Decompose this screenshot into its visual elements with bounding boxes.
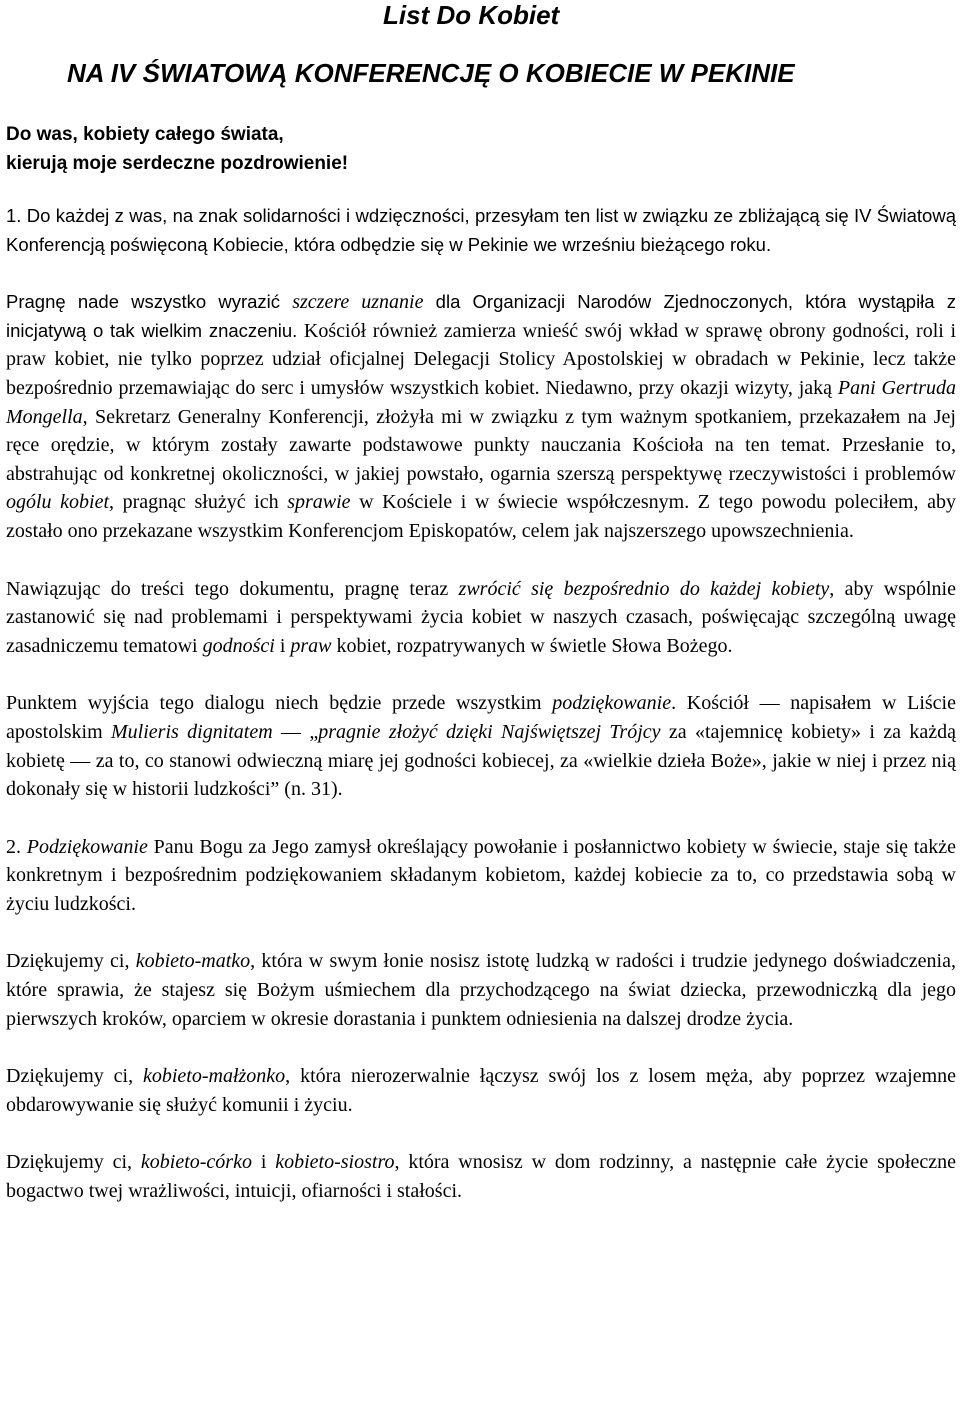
paragraph-3-text: Nawiązując do treści tego dokumentu, pragnę teraz: [6, 577, 459, 600]
paragraph-3: [6, 575, 956, 661]
paragraph-1-text: 1. Do każdej z was, na znak solidarności i wdzięczności, przesyłam ten list w związku ze zbliżającą się IV Światową Konferencją poświęconą Kobiecie, która odbędzie się w Pekinie we wrześniu bieżącego roku.: [6, 205, 956, 255]
paragraph-7-text: Dziękujemy ci,: [6, 1065, 143, 1088]
emphasis: Pani Gertruda Mongella: [6, 376, 956, 428]
paragraph-6-text: , która w swym łonie nosisz istotę ludzką w radości i trudzie jedynego doświadczenia, które sprawia, że stajesz się Bożym uśmiechem dla przychodzącego na świat dziecka, przewodniczką dla jego pierwszych kroków, oparciem w okresie dorastania i punktem odniesienia na dalszej drodze życia.: [6, 950, 956, 1030]
paragraph-3-text: , aby wspólnie zastanowić się nad problemami i perspektywami życia kobiet w naszych czasach, poświęcając szczególną uwagę zasadniczemu tematowi: [6, 577, 956, 657]
emphasis: praw: [290, 634, 332, 657]
emphasis: zwrócić się bezpośrednio do każdej kobiety: [458, 577, 830, 600]
emphasis: godności: [202, 634, 275, 657]
paragraph-5: [6, 833, 956, 919]
emphasis: pragnie złożyć dzięki Najświętszej Trójcy: [318, 720, 661, 743]
greeting: [6, 120, 348, 178]
paragraph-7: [6, 1062, 956, 1119]
paragraph-1: [6, 202, 956, 259]
paragraph-5-text: Panu Bogu za Jego zamysł określający powołanie i posłannictwo kobiety w świecie, staje się także konkretnym i bezpośrednim podziękowaniem składanym kobietom, każdej kobiecie za to, co przedstawia sobą w życiu ludzkości.: [6, 835, 956, 915]
paragraph-3-text: kobiet, rozpatrywanych w świetle Słowa Bożego.: [331, 634, 733, 657]
emphasis: kobieto-małżonko: [142, 1065, 286, 1088]
paragraph-3-text: i: [274, 634, 291, 657]
emphasis: Podziękowanie: [26, 835, 148, 858]
paragraph-4-text: Punktem wyjścia tego dialogu niech będzie przede wszystkim: [6, 692, 553, 715]
paragraph-7-text: , która nierozerwalnie łączysz swój los z losem męża, aby poprzez wzajemne obdarowywanie się służyć komunii i życiu.: [6, 1065, 957, 1116]
paragraph-8: [6, 1148, 956, 1205]
greeting-line-1: Do was, kobiety całego świata,: [6, 124, 284, 145]
paragraph-2: [6, 288, 956, 545]
paragraph-2-text: , pragnąc służyć ich: [109, 491, 288, 514]
paragraph-2-text: Kościół również zamierza wnieść swój wkład w sprawę obrony godności, roli i praw kobiet, nie tylko poprzez udział oficjalnej Delegacji Stolicy Apostolskiej w obradach w Pekinie, lecz także bezpośrednio przemawiając do serc i umysłów wszystkich kobiet. Niedawno, przy okazji wizyty, jaką: [6, 319, 957, 399]
emphasis: kobieto-matko: [135, 950, 251, 973]
paragraph-2-text: w Kościele i w świecie współczesnym. Z tego powodu poleciłem, aby zostało ono przekazane wszystkim Konferencjom Episkopatów, celem jak najszerszego upowszechnienia.: [6, 491, 956, 542]
paragraph-4-text: — „: [272, 720, 319, 743]
paragraph-4-text: za «tajemnicę kobiety» i za każdą kobietę — za to, co stanowi odwieczną miarę jej godności kobiecej, za «wielkie dzieła Boże», jakie w niej i przez nią dokonały się w historii ludzkości” (n. 31).: [6, 720, 956, 801]
paragraph-2-text: Pragnę nade wszystko wyrazić: [6, 291, 293, 313]
emphasis: sprawie: [287, 491, 351, 514]
emphasis: Mulieris dignitatem: [111, 720, 273, 743]
paragraph-8-text: , która wnosisz w dom rodzinny, a następnie całe życie społeczne bogactwo twej wrażliwości, intuicji, ofiarności i stałości.: [6, 1151, 956, 1203]
paragraph-8-text: Dziękujemy ci,: [6, 1151, 141, 1174]
emphasis: kobieto-siostro: [275, 1151, 395, 1174]
document-body: [6, 202, 956, 1235]
paragraph-4: [6, 689, 956, 803]
emphasis: kobieto-córko: [140, 1151, 252, 1174]
paragraph-5-text: 2.: [6, 835, 27, 858]
document-title: List Do Kobiet: [383, 0, 560, 30]
paragraph-2-text: dla Organizacji Narodów Zjednoczonych, która wystąpiła z inicjatywą o tak wielkim znaczeniu.: [6, 291, 956, 341]
document-subtitle: NA IV ŚWIATOWĄ KONFERENCJĘ O KOBIECIE W PEKINIE: [67, 58, 795, 88]
greeting-line-2: kierują moje serdeczne pozdrowienie!: [6, 153, 349, 174]
emphasis: podziękowanie: [552, 692, 672, 715]
paragraph-2-text: , Sekretarz Generalny Konferencji, złożyła mi w związku z tym ważnym spotkaniem, przekazałem na Jej ręce orędzie, w którym zostały zawarte podstawowe punkty nauczania Kościoła na ten temat. Przesłanie to, abstrahując od konkretnej okoliczności, w jakiej powstało, ogarnia szerszą perspektywę rzeczywistości i problemów: [6, 405, 956, 485]
paragraph-6-text: Dziękujemy ci,: [6, 950, 136, 973]
emphasis: ogólu kobiet: [6, 491, 110, 514]
paragraph-4-text: . Kościół — napisałem w Liście apostolskim: [6, 692, 956, 743]
emphasis: szczere uznanie: [292, 291, 424, 314]
paragraph-6: [6, 947, 956, 1033]
paragraph-8-text: i: [251, 1151, 276, 1174]
